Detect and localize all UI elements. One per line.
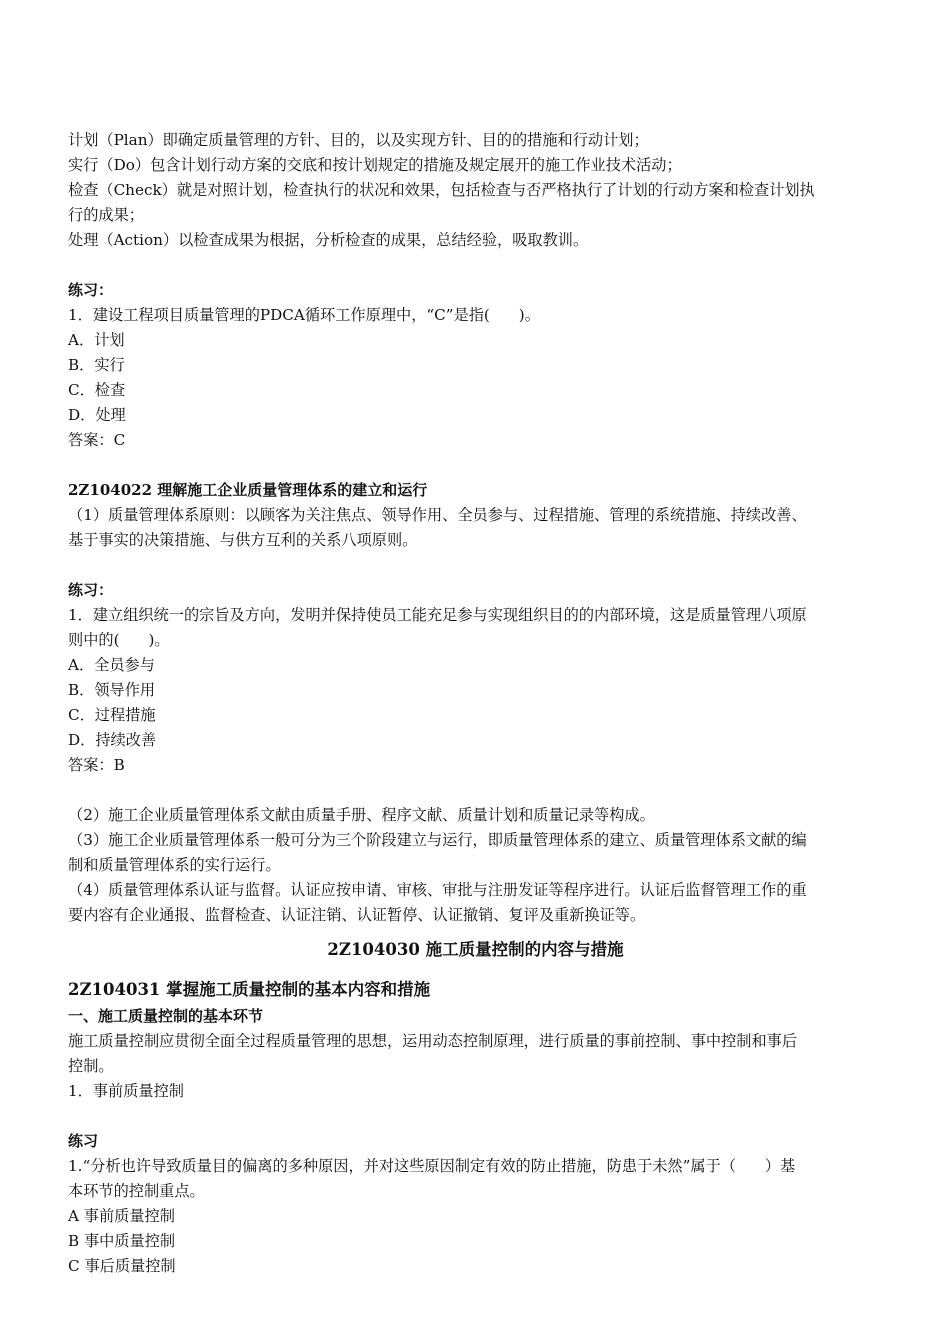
exercise-question-line2: 则中的( )。: [68, 631, 170, 649]
option-b: B．实行: [68, 356, 125, 374]
option-a: A．计划: [68, 331, 125, 349]
option-c: C 事后质量控制: [68, 1257, 176, 1275]
pdca-check-text-line2: 行的成果；: [68, 206, 144, 224]
spacer: [68, 453, 883, 478]
exercise-heading: 练习：: [68, 581, 114, 599]
option-d: D．持续改善: [68, 731, 157, 749]
section-heading-022: 2Z104022 理解施工企业质量管理体系的建立和运行: [68, 481, 428, 499]
answer-text: 答案：B: [68, 756, 125, 774]
pdca-plan-text: 计划（Plan）即确定质量管理的方针、目的，以及实现方针、目的的措施和行动计划；: [68, 131, 649, 149]
section-paragraph-line: （2）施工企业质量管理体系文献由质量手册、程序文献、质量计划和质量记录等构成。: [68, 806, 655, 824]
option-b: B．领导作用: [68, 681, 156, 699]
chapter-heading-030: 2Z104030 施工质量控制的内容与措施: [327, 940, 624, 959]
section-paragraph-line: （1）质量管理体系原则：以顾客为关注焦点、领导作用、全员参与、过程措施、管理的系统措施、持续改善、: [68, 506, 807, 524]
pdca-action-text: 处理（Action）以检查成果为根据，分析检查的成果，总结经验，吸取教训。: [68, 231, 589, 249]
exercise-question-line1: 1．建立组织统一的宗旨及方向，发明并保持使员工能充足参与实现组织目的的内部环境，这是质量管理八项原: [68, 606, 807, 624]
document-page: [68, 128, 883, 1279]
section-paragraph-line: 要内容有企业通报、监督检查、认证注销、认证暂停、认证撤销、复评及重新换证等。: [68, 906, 646, 924]
exercise-heading: 练习: [68, 1132, 99, 1150]
section-paragraph-line: （4）质量管理体系认证与监督。认证应按申请、审核、审批与注册发证等程序进行。认证后监督管理工作的重: [68, 881, 807, 899]
section-heading-031: 2Z104031 掌握施工质量控制的基本内容和措施: [68, 980, 431, 999]
answer-text: 答案：C: [68, 431, 126, 449]
option-c: C．过程措施: [68, 706, 156, 724]
section-paragraph-line: 控制。: [68, 1057, 114, 1075]
spacer: [68, 253, 883, 278]
pdca-do-text: 实行（Do）包含计划行动方案的交底和按计划规定的措施及规定展开的施工作业技术活动；: [68, 156, 682, 174]
exercise-heading: 练习：: [68, 281, 114, 299]
list-item: 1．事前质量控制: [68, 1082, 184, 1100]
section-paragraph-line: 基于事实的决策措施、与供方互利的关系八项原则。: [68, 531, 418, 549]
section-paragraph-line: 施工质量控制应贯彻全面全过程质量管理的思想，运用动态控制原理，进行质量的事前控制、事中控制和事后: [68, 1032, 797, 1050]
spacer: [68, 553, 883, 578]
section-paragraph-line: （3）施工企业质量管理体系一般可分为三个阶段建立与运行，即质量管理体系的建立、质量管理体系文献的编: [68, 831, 807, 849]
subsection-heading: 一、施工质量控制的基本环节: [68, 1007, 264, 1025]
option-a: A．全员参与: [68, 656, 155, 674]
section-paragraph-line: 制和质量管理体系的实行运行。: [68, 856, 281, 874]
option-a: A 事前质量控制: [68, 1207, 175, 1225]
spacer: [68, 778, 883, 803]
option-c: C．检查: [68, 381, 126, 399]
option-d: D．处理: [68, 406, 126, 424]
spacer: [68, 1104, 883, 1129]
exercise-question-line2: 本环节的控制重点。: [68, 1182, 205, 1200]
exercise-question: 1．建设工程项目质量管理的PDCA循环工作原理中，“C”是指( )。: [68, 306, 540, 324]
pdca-check-text-line1: 检查（Check）就是对照计划，检查执行的状况和效果，包括检查与否严格执行了计划的行动方案和检查计划执: [68, 181, 815, 199]
option-b: B 事中质量控制: [68, 1232, 176, 1250]
exercise-question-line1: 1.“分析也许导致质量目的偏离的多种原因，并对这些原因制定有效的防止措施，防患于未然”属于（ ）基: [68, 1157, 796, 1175]
